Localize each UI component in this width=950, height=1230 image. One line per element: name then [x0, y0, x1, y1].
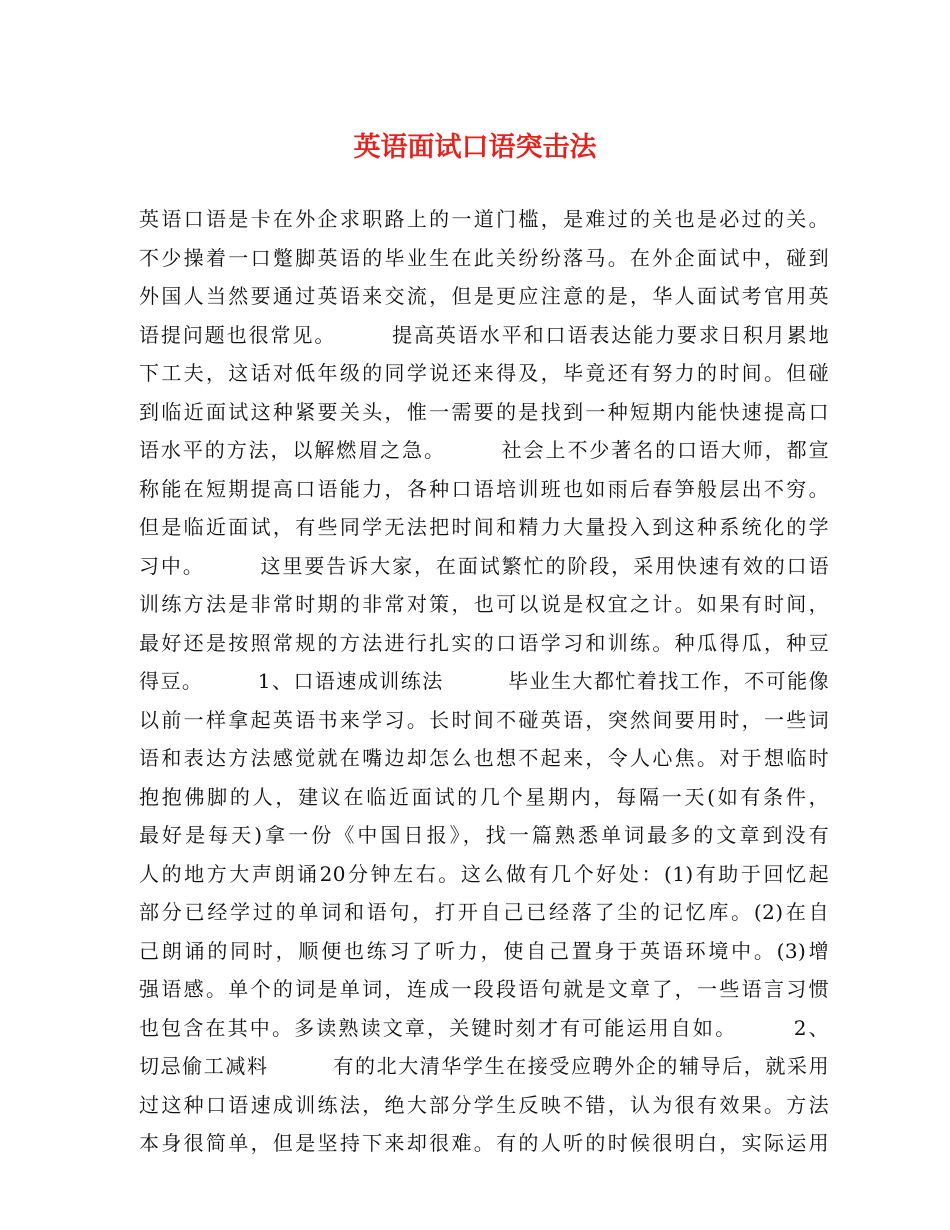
body-line: 过这种口语速成训练法，绝大部分学生反映不错，认为很有效果。方法	[139, 1092, 829, 1117]
body-line: 不少操着一口蹩脚英语的毕业生在此关纷纷落马。在外企面试中，碰到	[139, 245, 829, 270]
body-line: 外国人当然要通过英语来交流，但是更应注意的是，华人面试考官用英	[139, 284, 829, 308]
body-line: 本身很简单，但是坚持下来却很难。有的人听的时候很明白，实际运用	[139, 1131, 829, 1155]
body-line: 习中。 这里要告诉大家，在面试繁忙的阶段，采用快速有效的口语	[139, 553, 829, 578]
body-line: 抱抱佛脚的人，建议在临近面试的几个星期内，每隔一天(如有条件，	[139, 784, 829, 809]
body-line: 称能在短期提高口语能力，各种口语培训班也如雨后春笋般层出不穷。	[139, 476, 829, 501]
body-line: 语提问题也很常见。 提高英语水平和口语表达能力要求日积月累地	[139, 322, 829, 347]
body-line: 语和表达方法感觉就在嘴边却怎么也想不起来，令人心焦。对于想临时	[139, 746, 829, 770]
body-line: 下工夫，这话对低年级的同学说还来得及，毕竟还有努力的时间。但碰	[139, 361, 829, 385]
body-line: 最好还是按照常规的方法进行扎实的口语学习和训练。种瓜得瓜，种豆	[139, 630, 829, 655]
body-line: 部分已经学过的单词和语句，打开自己已经落了尘的记忆库。(2)在自	[139, 900, 829, 924]
body-line: 到临近面试这种紧要关头，惟一需要的是找到一种短期内能快速提高口	[139, 399, 829, 424]
body-line: 切忌偷工减料 有的北大清华学生在接受应聘外企的辅导后，就采用	[139, 1054, 829, 1078]
document-body	[139, 200, 829, 1163]
document-title: 英语面试口语突击法	[353, 132, 597, 163]
body-line: 最好是每天)拿一份《中国日报》，找一篇熟悉单词最多的文章到没有	[139, 823, 829, 847]
body-line: 英语口语是卡在外企求职路上的一道门槛，是难过的关也是必过的关。	[139, 207, 829, 231]
body-line: 得豆。 1、口语速成训练法 毕业生大都忙着找工作，不可能像	[139, 669, 829, 693]
body-line: 人的地方大声朗诵20分钟左右。这么做有几个好处：(1)有助于回忆起	[139, 861, 829, 886]
body-line: 语水平的方法，以解燃眉之急。 社会上不少著名的口语大师，都宣	[139, 438, 829, 462]
body-line: 但是临近面试，有些同学无法把时间和精力大量投入到这种系统化的学	[139, 515, 829, 539]
body-line: 也包含在其中。多读熟读文章，关键时刻才有可能运用自如。 2、	[139, 1015, 829, 1040]
body-line: 强语感。单个的词是单词，连成一段段语句就是文章了，一些语言习惯	[139, 977, 829, 1001]
body-line: 以前一样拿起英语书来学习。长时间不碰英语，突然间要用时，一些词	[139, 707, 829, 732]
body-line: 己朗诵的同时，顺便也练习了听力，使自己置身于英语环境中。(3)增	[139, 938, 829, 963]
body-line: 训练方法是非常时期的非常对策，也可以说是权宜之计。如果有时间，	[139, 592, 829, 616]
